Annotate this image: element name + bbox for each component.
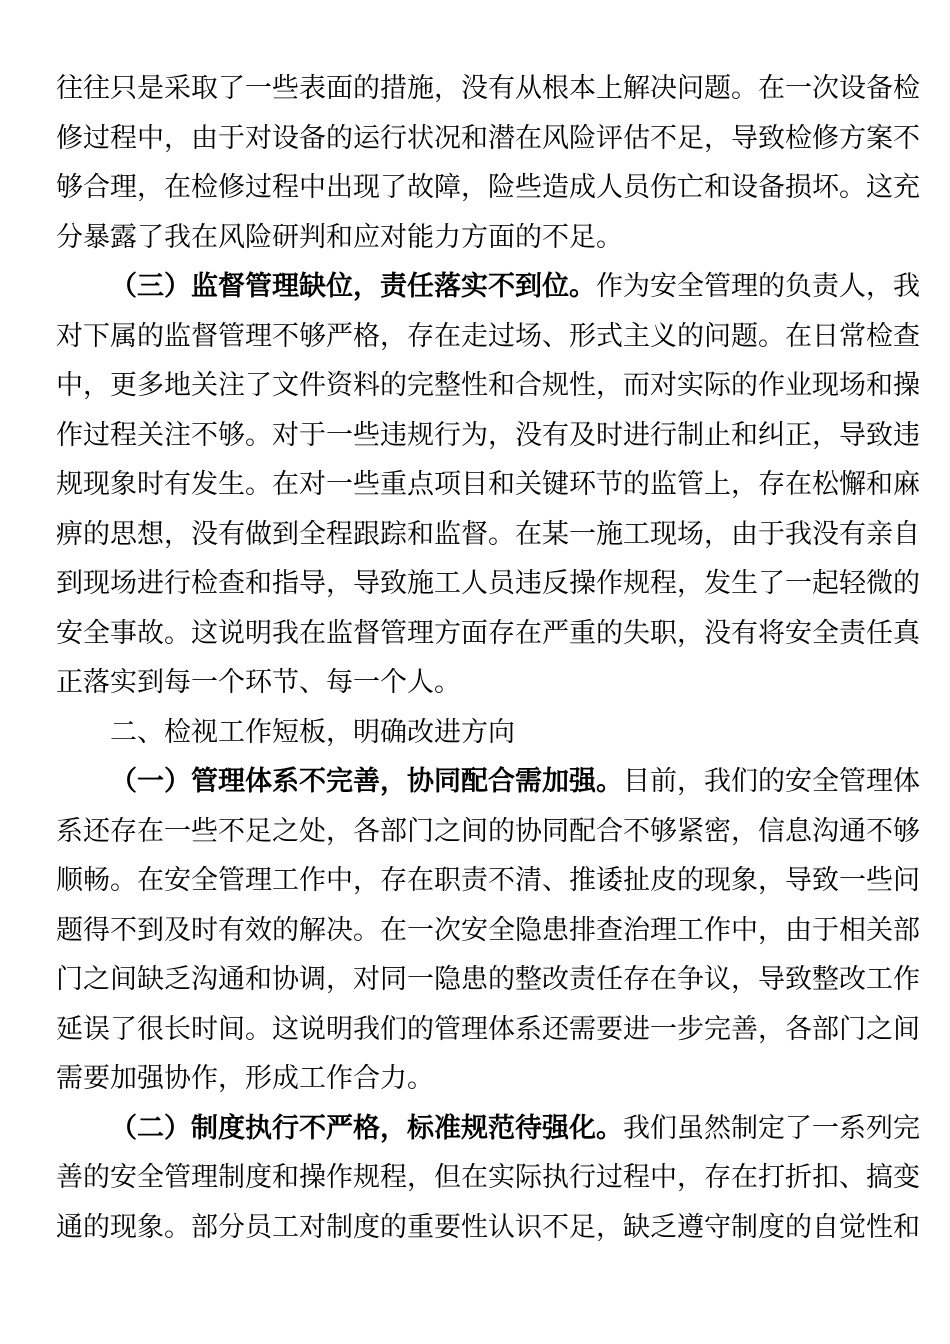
paragraph-text: 目前，我们的安全管理体系还存在一些不足之处，各部门之间的协同配合不够紧密，信息沟通不够顺畅。在安全管理工作中，存在职责不清、推诿扯皮的现象，导致一些问题得不到及时有效的解决。在一次安全隐患排查治理工作中，由于相关部门之间缺乏沟通和协调，对同一隐患的整改责任存在争议，导致整改工作延误了很长时间。这说明我们的管理体系还需要进一步完善，各部门之间需要加强协作，形成工作合力。 (56, 766, 920, 1093)
paragraph-text: 作为安全管理的负责人，我对下属的监督管理不够严格，存在走过场、形式主义的问题。在日常检查中，更多地关注了文件资料的完整性和合规性，而对实际的作业现场和操作过程关注不够。对于一些违规行为，没有及时进行制止和纠正，导致违规现象时有发生。在对一些重点项目和关键环节的监管上，存在松懈和麻痹的思想，没有做到全程跟踪和监督。在某一施工现场，由于我没有亲自到现场进行检查和指导，导致施工人员违反操作规程，发生了一起轻微的安全事故。这说明我在监督管理方面存在严重的失职，没有将安全责任真正落实到每一个环节、每一个人。 (56, 271, 920, 697)
paragraph-subsection-2 (56, 1104, 920, 1253)
paragraph-lead-bold: （三）监督管理缺位，责任落实不到位。 (110, 271, 596, 301)
paragraph-subsection-1 (56, 757, 920, 1104)
section-heading-2 (56, 708, 920, 758)
document-body (56, 64, 920, 1252)
paragraph-text: 我们虽然制定了一系列完善的安全管理制度和操作规程，但在实际执行过程中，存在打折扣、搞变通的现象。部分员工对制度的重要性认识不足，缺乏遵守制度的自觉性和 (56, 1112, 920, 1242)
heading-text: 二、检视工作短板，明确改进方向 (110, 716, 515, 747)
paragraph-lead-bold: （二）制度执行不严格，标准规范待强化。 (110, 1112, 623, 1143)
paragraph-continuation (56, 64, 920, 262)
paragraph-section-3 (56, 262, 920, 708)
paragraph-lead-bold: （一）管理体系不完善，协同配合需加强。 (110, 766, 623, 796)
paragraph-text: 往往只是采取了一些表面的措施，没有从根本上解决问题。在一次设备检修过程中，由于对设备的运行状况和潜在风险评估不足，导致检修方案不够合理，在检修过程中出现了故障，险些造成人员伤亡和设备损坏。这充分暴露了我在风险研判和应对能力方面的不足。 (56, 73, 920, 252)
